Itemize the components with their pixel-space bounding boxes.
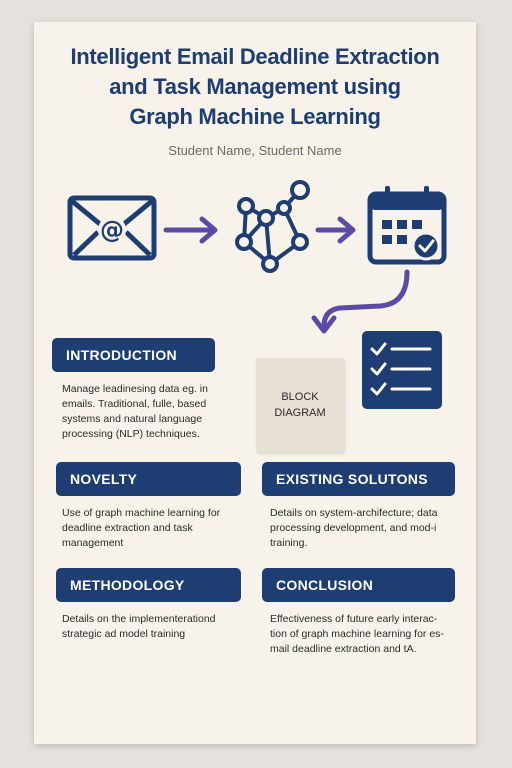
arrow-right-icon [166, 219, 215, 241]
calendar-check-icon [370, 186, 444, 262]
checklist-icon [362, 331, 442, 411]
graph-network-icon [237, 182, 308, 271]
author-names: Student Name, Student Name [168, 143, 342, 158]
methodology-heading: METHODOLOGY [56, 568, 241, 602]
curved-arrow-icon [314, 272, 407, 331]
existing-solutions-heading: EXISTING SOLUTONS [262, 462, 455, 496]
arrow-right-icon [318, 219, 353, 241]
novelty-text: Use of graph machine learning for deadline extraction and task management [62, 507, 221, 549]
novelty-heading: NOVELTY [56, 462, 241, 496]
block-diagram-placeholder: BLOCK DIAGRAM [256, 358, 344, 452]
poster-title: Intelligent Email Deadline Extraction and Task Management using Graph Machine Learning [70, 44, 440, 129]
svg-text:@: @ [100, 216, 124, 244]
email-at-icon [70, 198, 154, 258]
introduction-heading: INTRODUCTION [52, 338, 215, 372]
conclusion-heading: CONCLUSION [262, 568, 455, 602]
existing-solutions-text: Details on system-archifecture; data processing development, and mod-i training. [270, 507, 438, 549]
poster [34, 22, 476, 744]
conclusion-text: Effectiveness of future early interac-tion of graph machine learning for es-mail deadline extraction and tA. [270, 613, 444, 655]
introduction-text: Manage leadinesing data eg. in emails. Traditional, fulle, based systems and natural language processing (NLP) techniques. [62, 383, 208, 440]
pipeline-graphic [34, 22, 476, 352]
methodology-text: Details on the implementerationd strategic ad model training [62, 613, 216, 640]
